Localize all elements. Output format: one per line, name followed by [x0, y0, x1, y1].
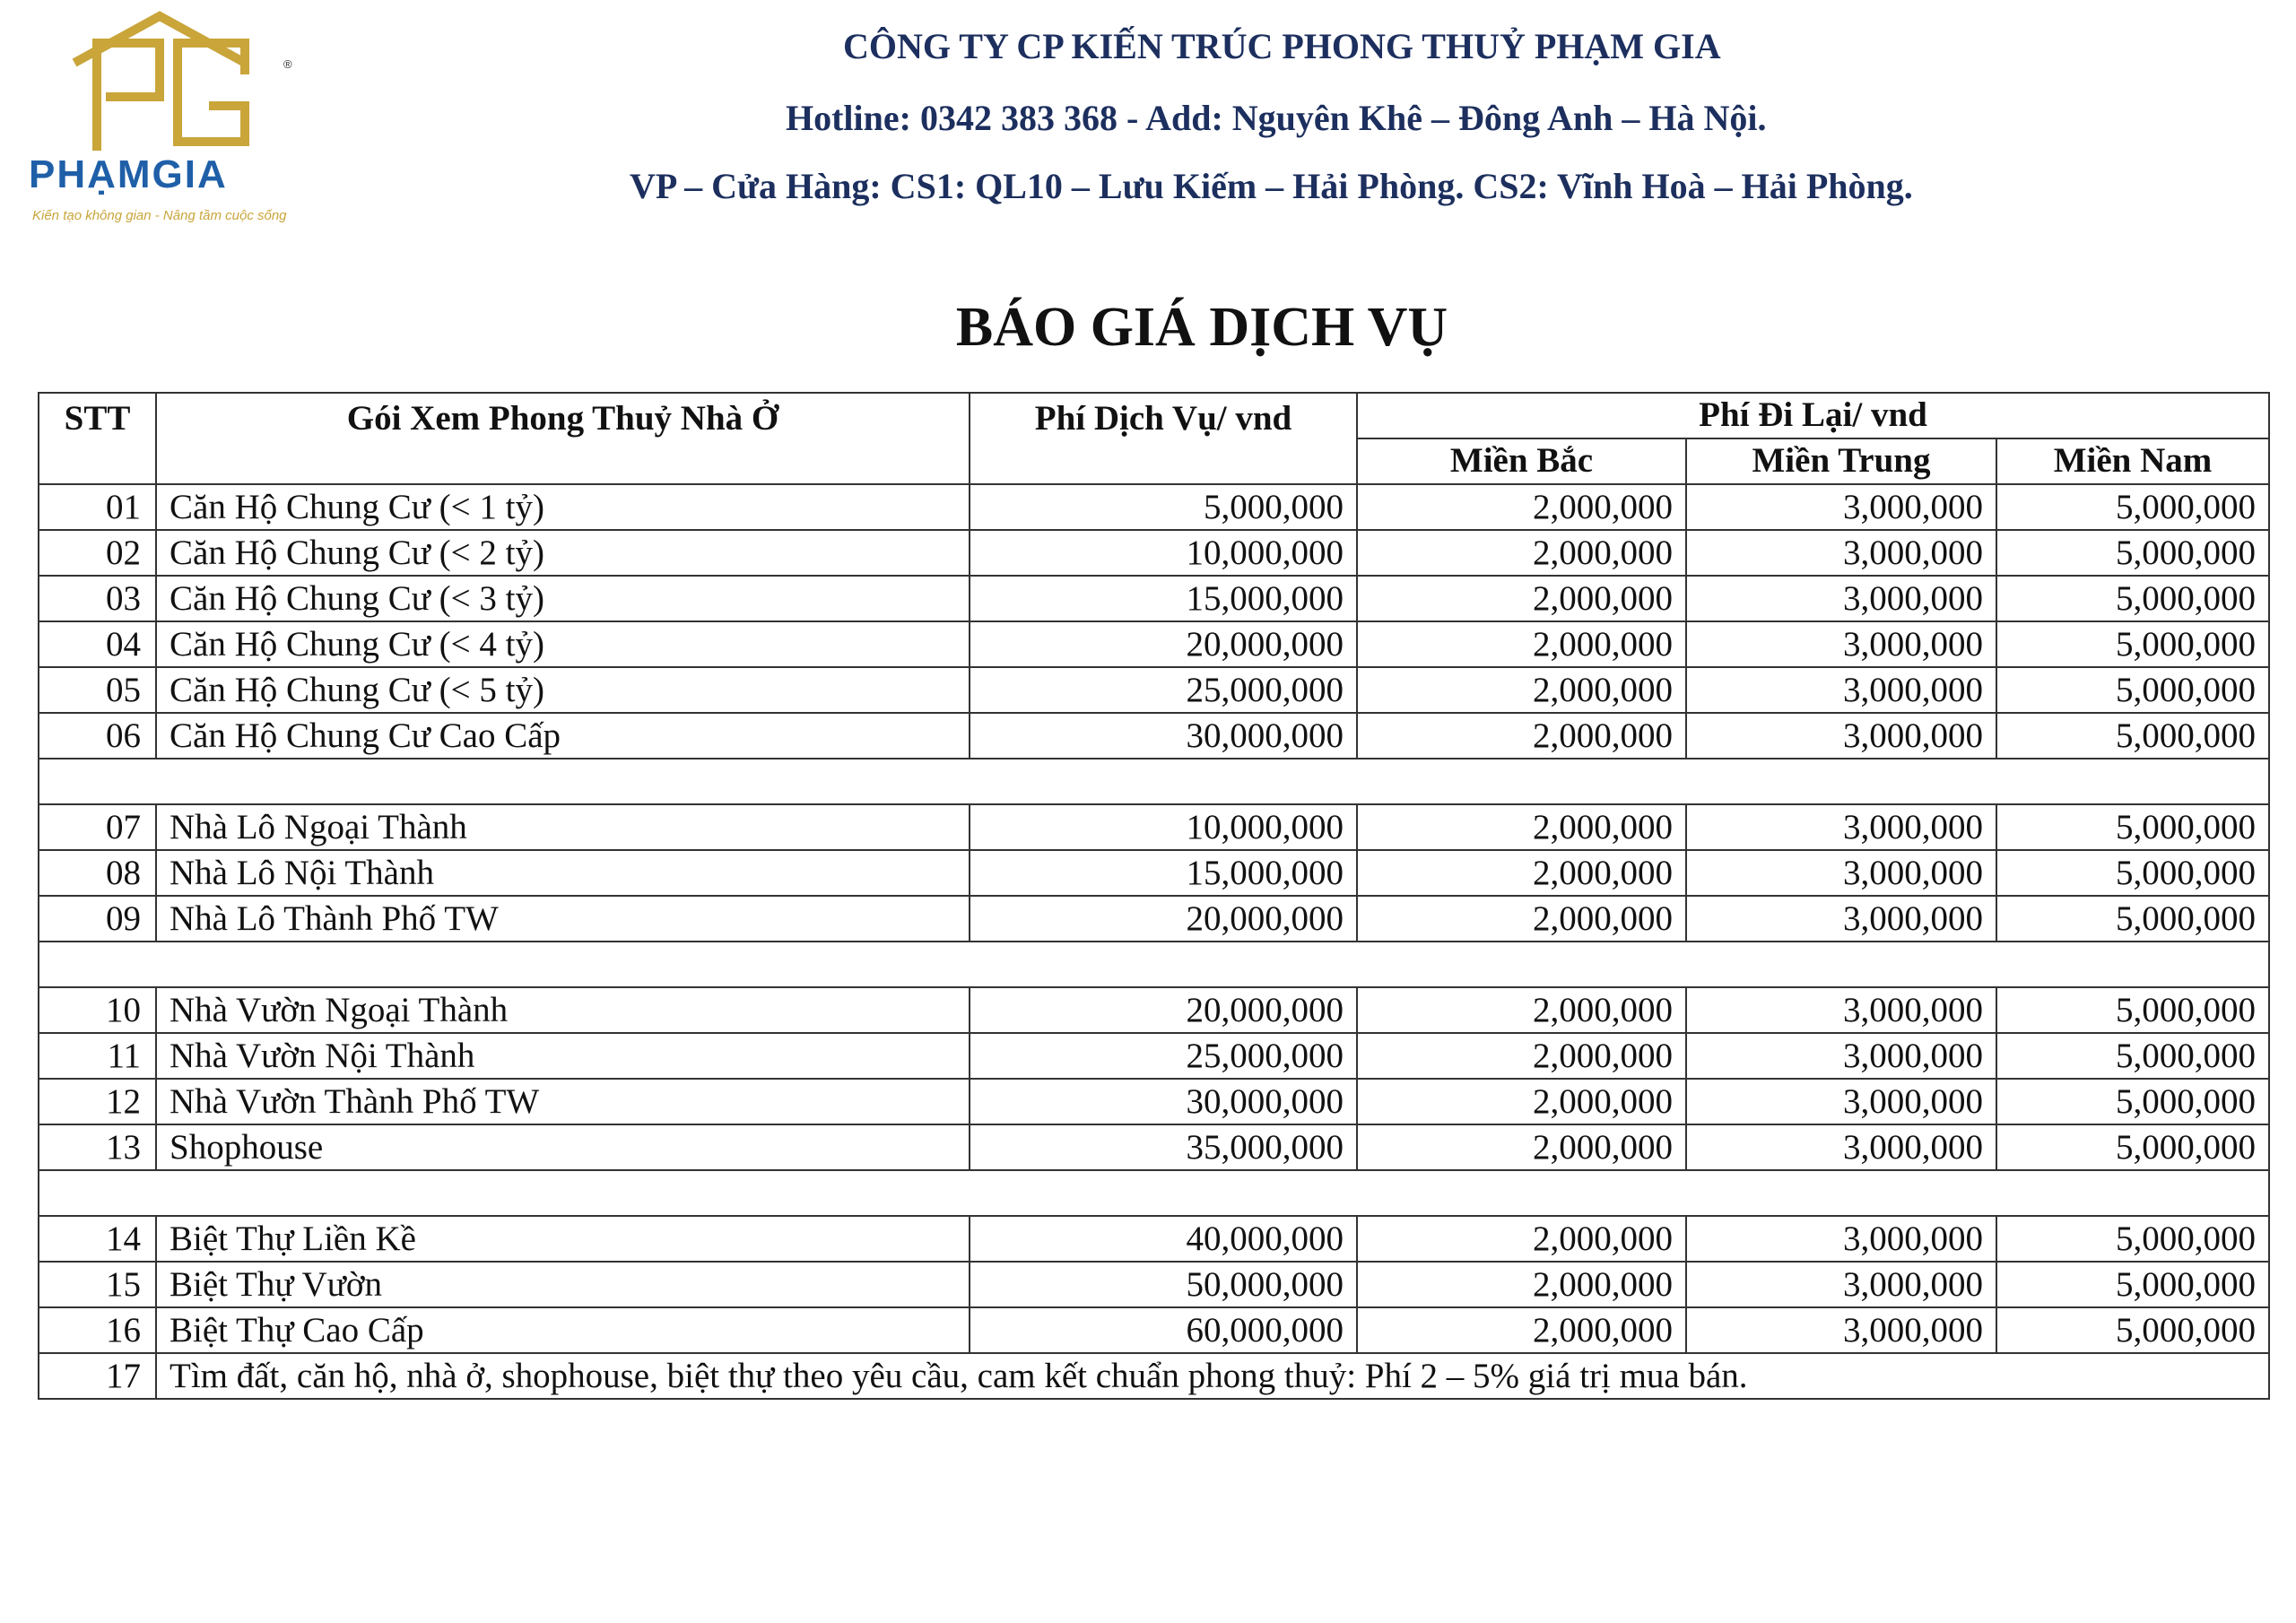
cell-stt: 01 — [39, 484, 156, 530]
cell-stt: 04 — [39, 621, 156, 667]
cell-package-name: Căn Hộ Chung Cư (< 4 tỷ) — [156, 621, 970, 667]
cell-fee-south: 5,000,000 — [1996, 1079, 2269, 1124]
table-row-note — [39, 1353, 2269, 1399]
cell-service-fee: 50,000,000 — [970, 1262, 1357, 1307]
cell-stt: 15 — [39, 1262, 156, 1307]
cell-fee-central: 3,000,000 — [1686, 1307, 1996, 1353]
cell-package-name: Căn Hộ Chung Cư (< 3 tỷ) — [156, 576, 970, 621]
cell-fee-north: 2,000,000 — [1357, 1307, 1686, 1353]
cell-fee-central: 3,000,000 — [1686, 804, 1996, 850]
cell-fee-central: 3,000,000 — [1686, 850, 1996, 896]
cell-service-fee: 20,000,000 — [970, 987, 1357, 1033]
logo-tagline: Kiến tạo không gian - Nâng tầm cuộc sống — [32, 208, 287, 223]
cell-fee-central: 3,000,000 — [1686, 987, 1996, 1033]
cell-stt: 06 — [39, 713, 156, 759]
registered-mark: ® — [283, 57, 292, 71]
cell-stt: 08 — [39, 850, 156, 896]
cell-stt: 09 — [39, 896, 156, 942]
cell-fee-central: 3,000,000 — [1686, 1262, 1996, 1307]
cell-stt: 07 — [39, 804, 156, 850]
cell-fee-south: 5,000,000 — [1996, 850, 2269, 896]
cell-package-name: Nhà Vườn Ngoại Thành — [156, 987, 970, 1033]
spacer-row — [39, 942, 2269, 987]
table-row — [39, 667, 2269, 713]
cell-fee-central: 3,000,000 — [1686, 713, 1996, 759]
table-row — [39, 621, 2269, 667]
cell-service-fee: 25,000,000 — [970, 667, 1357, 713]
cell-note: Tìm đất, căn hộ, nhà ở, shophouse, biệt thự theo yêu cầu, cam kết chuẩn phong thuỷ: Phí 2 – 5% giá trị mua bán. — [156, 1353, 2269, 1399]
cell-fee-north: 2,000,000 — [1357, 713, 1686, 759]
cell-service-fee: 35,000,000 — [970, 1124, 1357, 1170]
cell-package-name: Căn Hộ Chung Cư (< 2 tỷ) — [156, 530, 970, 576]
cell-fee-south: 5,000,000 — [1996, 667, 2269, 713]
cell-package-name: Shophouse — [156, 1124, 970, 1170]
cell-package-name: Căn Hộ Chung Cư (< 1 tỷ) — [156, 484, 970, 530]
header-stt: STT — [39, 393, 156, 484]
cell-service-fee: 15,000,000 — [970, 576, 1357, 621]
cell-fee-south: 5,000,000 — [1996, 484, 2269, 530]
cell-service-fee: 30,000,000 — [970, 713, 1357, 759]
cell-fee-north: 2,000,000 — [1357, 804, 1686, 850]
spacer-cell — [39, 942, 2269, 987]
price-table-header — [39, 393, 2269, 484]
cell-fee-north: 2,000,000 — [1357, 1124, 1686, 1170]
cell-fee-north: 2,000,000 — [1357, 896, 1686, 942]
cell-service-fee: 5,000,000 — [970, 484, 1357, 530]
cell-fee-north: 2,000,000 — [1357, 1079, 1686, 1124]
price-table-body — [39, 484, 2269, 1399]
cell-fee-central: 3,000,000 — [1686, 576, 1996, 621]
cell-stt: 03 — [39, 576, 156, 621]
table-row — [39, 850, 2269, 896]
spacer-cell — [39, 1170, 2269, 1216]
table-row — [39, 1079, 2269, 1124]
cell-package-name: Căn Hộ Chung Cư Cao Cấp — [156, 713, 970, 759]
header-package: Gói Xem Phong Thuỷ Nhà Ở — [156, 393, 970, 484]
cell-package-name: Biệt Thự Cao Cấp — [156, 1307, 970, 1353]
logo-brand-text: PHẠMGIA — [29, 152, 228, 196]
cell-service-fee: 15,000,000 — [970, 850, 1357, 896]
cell-package-name: Biệt Thự Vườn — [156, 1262, 970, 1307]
cell-fee-south: 5,000,000 — [1996, 987, 2269, 1033]
cell-fee-south: 5,000,000 — [1996, 713, 2269, 759]
cell-service-fee: 60,000,000 — [970, 1307, 1357, 1353]
table-row — [39, 713, 2269, 759]
cell-service-fee: 25,000,000 — [970, 1033, 1357, 1079]
cell-fee-south: 5,000,000 — [1996, 896, 2269, 942]
cell-stt: 16 — [39, 1307, 156, 1353]
cell-service-fee: 10,000,000 — [970, 530, 1357, 576]
cell-fee-north: 2,000,000 — [1357, 576, 1686, 621]
header-service-fee: Phí Dịch Vụ/ vnd — [970, 393, 1357, 484]
cell-service-fee: 30,000,000 — [970, 1079, 1357, 1124]
cell-package-name: Nhà Lô Thành Phố TW — [156, 896, 970, 942]
cell-fee-north: 2,000,000 — [1357, 667, 1686, 713]
cell-stt: 13 — [39, 1124, 156, 1170]
page-title: BÁO GIÁ DỊCH VỤ — [955, 297, 1448, 358]
header-south: Miền Nam — [1996, 438, 2269, 484]
cell-fee-south: 5,000,000 — [1996, 621, 2269, 667]
cell-stt: 12 — [39, 1079, 156, 1124]
cell-fee-south: 5,000,000 — [1996, 530, 2269, 576]
company-name: CÔNG TY CP KIẾN TRÚC PHONG THUỶ PHẠM GIA — [843, 26, 1721, 66]
cell-package-name: Nhà Vườn Thành Phố TW — [156, 1079, 970, 1124]
cell-package-name: Nhà Lô Nội Thành — [156, 850, 970, 896]
cell-fee-central: 3,000,000 — [1686, 530, 1996, 576]
table-row — [39, 1262, 2269, 1307]
cell-fee-north: 2,000,000 — [1357, 484, 1686, 530]
price-table — [38, 392, 2270, 1400]
cell-package-name: Căn Hộ Chung Cư (< 5 tỷ) — [156, 667, 970, 713]
cell-fee-south: 5,000,000 — [1996, 1262, 2269, 1307]
cell-fee-central: 3,000,000 — [1686, 896, 1996, 942]
table-row — [39, 576, 2269, 621]
header-north: Miền Bắc — [1357, 438, 1686, 484]
house-pg-logo-icon — [25, 7, 294, 155]
cell-stt: 10 — [39, 987, 156, 1033]
cell-stt: 11 — [39, 1033, 156, 1079]
cell-fee-central: 3,000,000 — [1686, 621, 1996, 667]
cell-service-fee: 20,000,000 — [970, 896, 1357, 942]
table-row — [39, 1307, 2269, 1353]
cell-fee-north: 2,000,000 — [1357, 1033, 1686, 1079]
table-row — [39, 987, 2269, 1033]
table-row — [39, 1033, 2269, 1079]
table-row — [39, 896, 2269, 942]
cell-package-name: Nhà Lô Ngoại Thành — [156, 804, 970, 850]
cell-service-fee: 40,000,000 — [970, 1216, 1357, 1262]
cell-fee-south: 5,000,000 — [1996, 1124, 2269, 1170]
cell-fee-central: 3,000,000 — [1686, 1124, 1996, 1170]
cell-stt: 02 — [39, 530, 156, 576]
cell-fee-central: 3,000,000 — [1686, 484, 1996, 530]
cell-fee-central: 3,000,000 — [1686, 1079, 1996, 1124]
cell-fee-north: 2,000,000 — [1357, 850, 1686, 896]
cell-fee-south: 5,000,000 — [1996, 1033, 2269, 1079]
cell-service-fee: 10,000,000 — [970, 804, 1357, 850]
company-logo — [25, 7, 330, 222]
cell-fee-north: 2,000,000 — [1357, 530, 1686, 576]
cell-fee-north: 2,000,000 — [1357, 987, 1686, 1033]
table-row — [39, 804, 2269, 850]
office-locations: VP – Cửa Hàng: CS1: QL10 – Lưu Kiếm – Hải Phòng. CS2: Vĩnh Hoà – Hải Phòng. — [630, 166, 1913, 206]
spacer-row — [39, 1170, 2269, 1216]
cell-fee-south: 5,000,000 — [1996, 1307, 2269, 1353]
spacer-row — [39, 759, 2269, 804]
cell-service-fee: 20,000,000 — [970, 621, 1357, 667]
cell-fee-south: 5,000,000 — [1996, 1216, 2269, 1262]
hotline-address: Hotline: 0342 383 368 - Add: Nguyên Khê – Đông Anh – Hà Nội. — [786, 98, 1767, 138]
table-row — [39, 1216, 2269, 1262]
cell-stt: 05 — [39, 667, 156, 713]
cell-package-name: Biệt Thự Liền Kề — [156, 1216, 970, 1262]
cell-fee-south: 5,000,000 — [1996, 804, 2269, 850]
table-row — [39, 530, 2269, 576]
cell-fee-south: 5,000,000 — [1996, 576, 2269, 621]
cell-fee-north: 2,000,000 — [1357, 1216, 1686, 1262]
table-row — [39, 484, 2269, 530]
cell-fee-central: 3,000,000 — [1686, 1216, 1996, 1262]
spacer-cell — [39, 759, 2269, 804]
cell-fee-north: 2,000,000 — [1357, 621, 1686, 667]
cell-stt: 17 — [39, 1353, 156, 1399]
cell-package-name: Nhà Vườn Nội Thành — [156, 1033, 970, 1079]
header-central: Miền Trung — [1686, 438, 1996, 484]
cell-stt: 14 — [39, 1216, 156, 1262]
cell-fee-central: 3,000,000 — [1686, 1033, 1996, 1079]
cell-fee-north: 2,000,000 — [1357, 1262, 1686, 1307]
header-travel-fee: Phí Đi Lại/ vnd — [1357, 393, 2269, 438]
table-row — [39, 1124, 2269, 1170]
cell-fee-central: 3,000,000 — [1686, 667, 1996, 713]
